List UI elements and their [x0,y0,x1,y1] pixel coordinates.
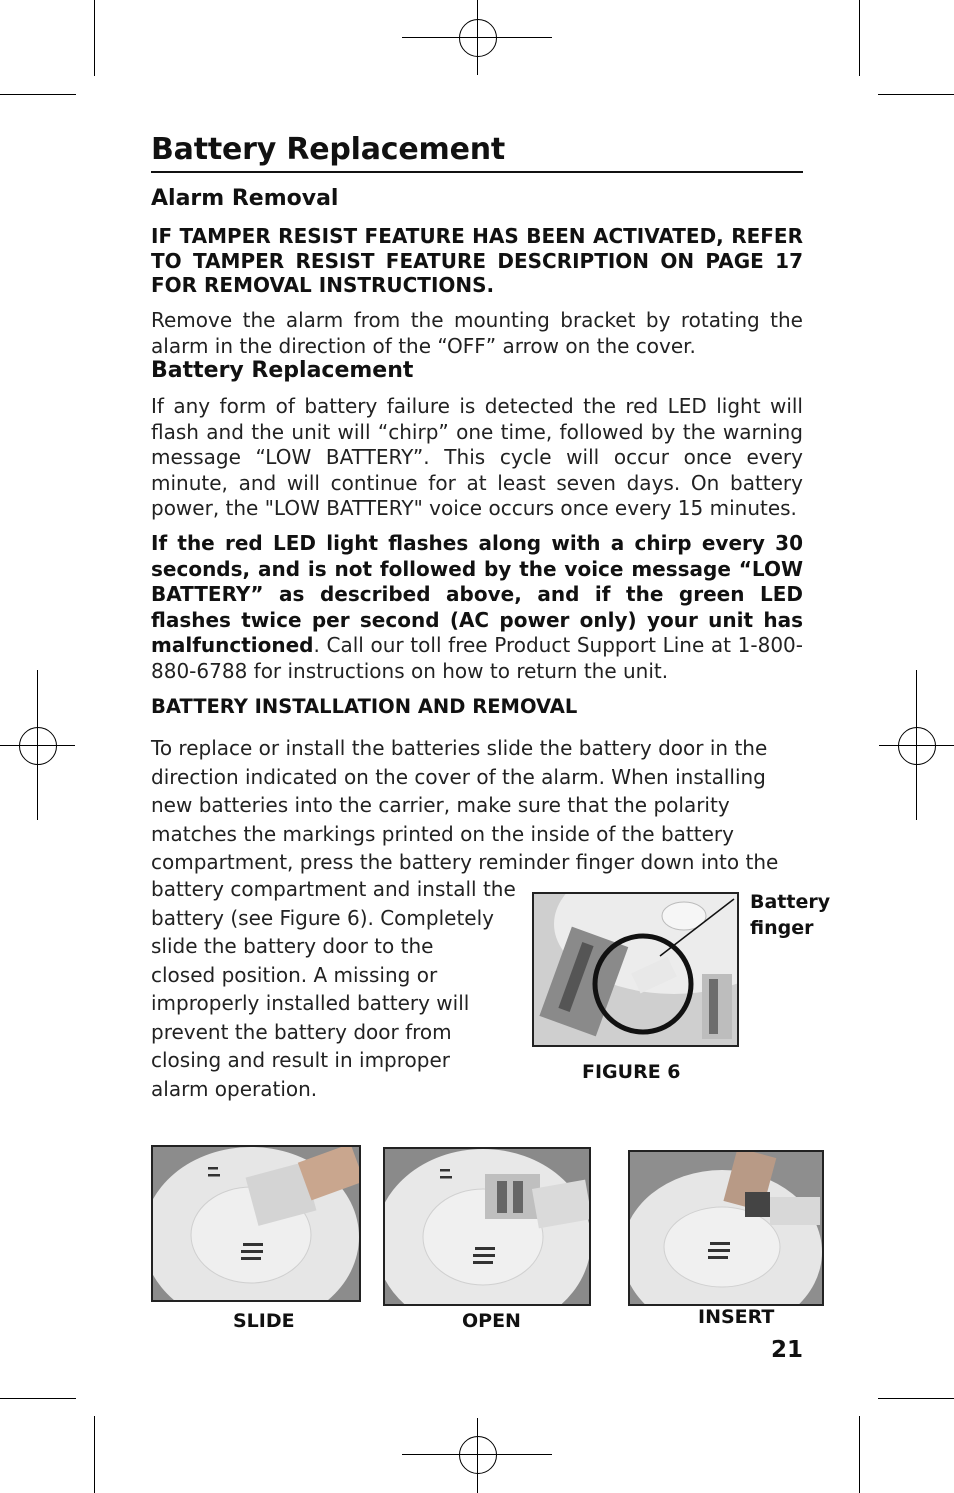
open-photo [383,1147,591,1306]
page-number: 21 [771,1337,804,1363]
figure6-caption: FIGURE 6 [582,1061,681,1083]
installation-line: slide the battery door to the [151,934,434,958]
installation-line: direction indicated on the cover of the alarm. When installing [151,764,766,789]
alarm-removal-heading: Alarm Removal [151,186,339,211]
figure6-photo [532,892,739,1047]
battery-finger-callout [750,889,830,941]
alarm-removal-text: Remove the alarm from the mounting bracket by rotating the alarm in the direction of the “OFF” arrow on the cover. [151,308,803,358]
tamper-warning: IF TAMPER RESIST FEATURE HAS BEEN ACTIVATED, REFER TO TAMPER RESIST FEATURE DESCRIPTION ON PAGE 17 FOR REMOVAL INSTRUCTIONS. [151,224,803,297]
installation-column-lines [151,875,516,1103]
callout-line: Battery [750,891,831,913]
installation-full-lines [151,734,778,877]
page-title: Battery Replacement [151,132,506,167]
installation-line: new batteries into the carrier, make sure that the polarity [151,793,730,817]
open-caption: OPEN [462,1310,521,1332]
slide-photo [151,1145,361,1302]
malfunction-rest: . Call our toll free Product Support Line at 1-800-880-6788 for instructions on how to return the unit. [151,633,803,683]
installation-line: closing and result in improper [151,1048,450,1072]
malfunction-bold: If the red LED light flashes along with a chirp every 30 seconds, and is not followed by the voice message “LOW BATTERY” as described above, and if the green LED flashes twice per second (AC power only) your unit has malfunctioned [151,531,803,657]
installation-line: compartment, press the battery reminder finger down into the [151,850,779,874]
installation-line: battery compartment and install the [151,877,516,901]
installation-line: matches the markings printed on the inside of the battery [151,821,734,846]
callout-line: finger [750,917,814,939]
installation-heading: BATTERY INSTALLATION AND REMOVAL [151,695,578,718]
battery-replacement-heading: Battery Replacement [151,358,414,383]
installation-line: closed position. A missing or [151,962,438,987]
installation-line: battery (see Figure 6). Completely [151,905,494,930]
insert-photo [628,1150,824,1306]
slide-caption: SLIDE [233,1310,295,1332]
installation-line: To replace or install the batteries slide the battery door in the [151,736,768,760]
insert-caption: INSERT [698,1306,775,1328]
installation-line: alarm operation. [151,1076,318,1101]
installation-line: prevent the battery door from [151,1019,452,1044]
title-rule [151,171,803,173]
malfunction-text [151,531,803,684]
installation-line: improperly installed battery will [151,991,470,1015]
battery-failure-text: If any form of battery failure is detected the red LED light will flash and the unit will “chirp” one time, followed by the warning message “LOW BATTERY”. This cycle will occur once every minute, and will continue for at least seven days. On battery power, the "LOW BATTERY" voice occurs once every 15 minutes. [151,394,803,520]
